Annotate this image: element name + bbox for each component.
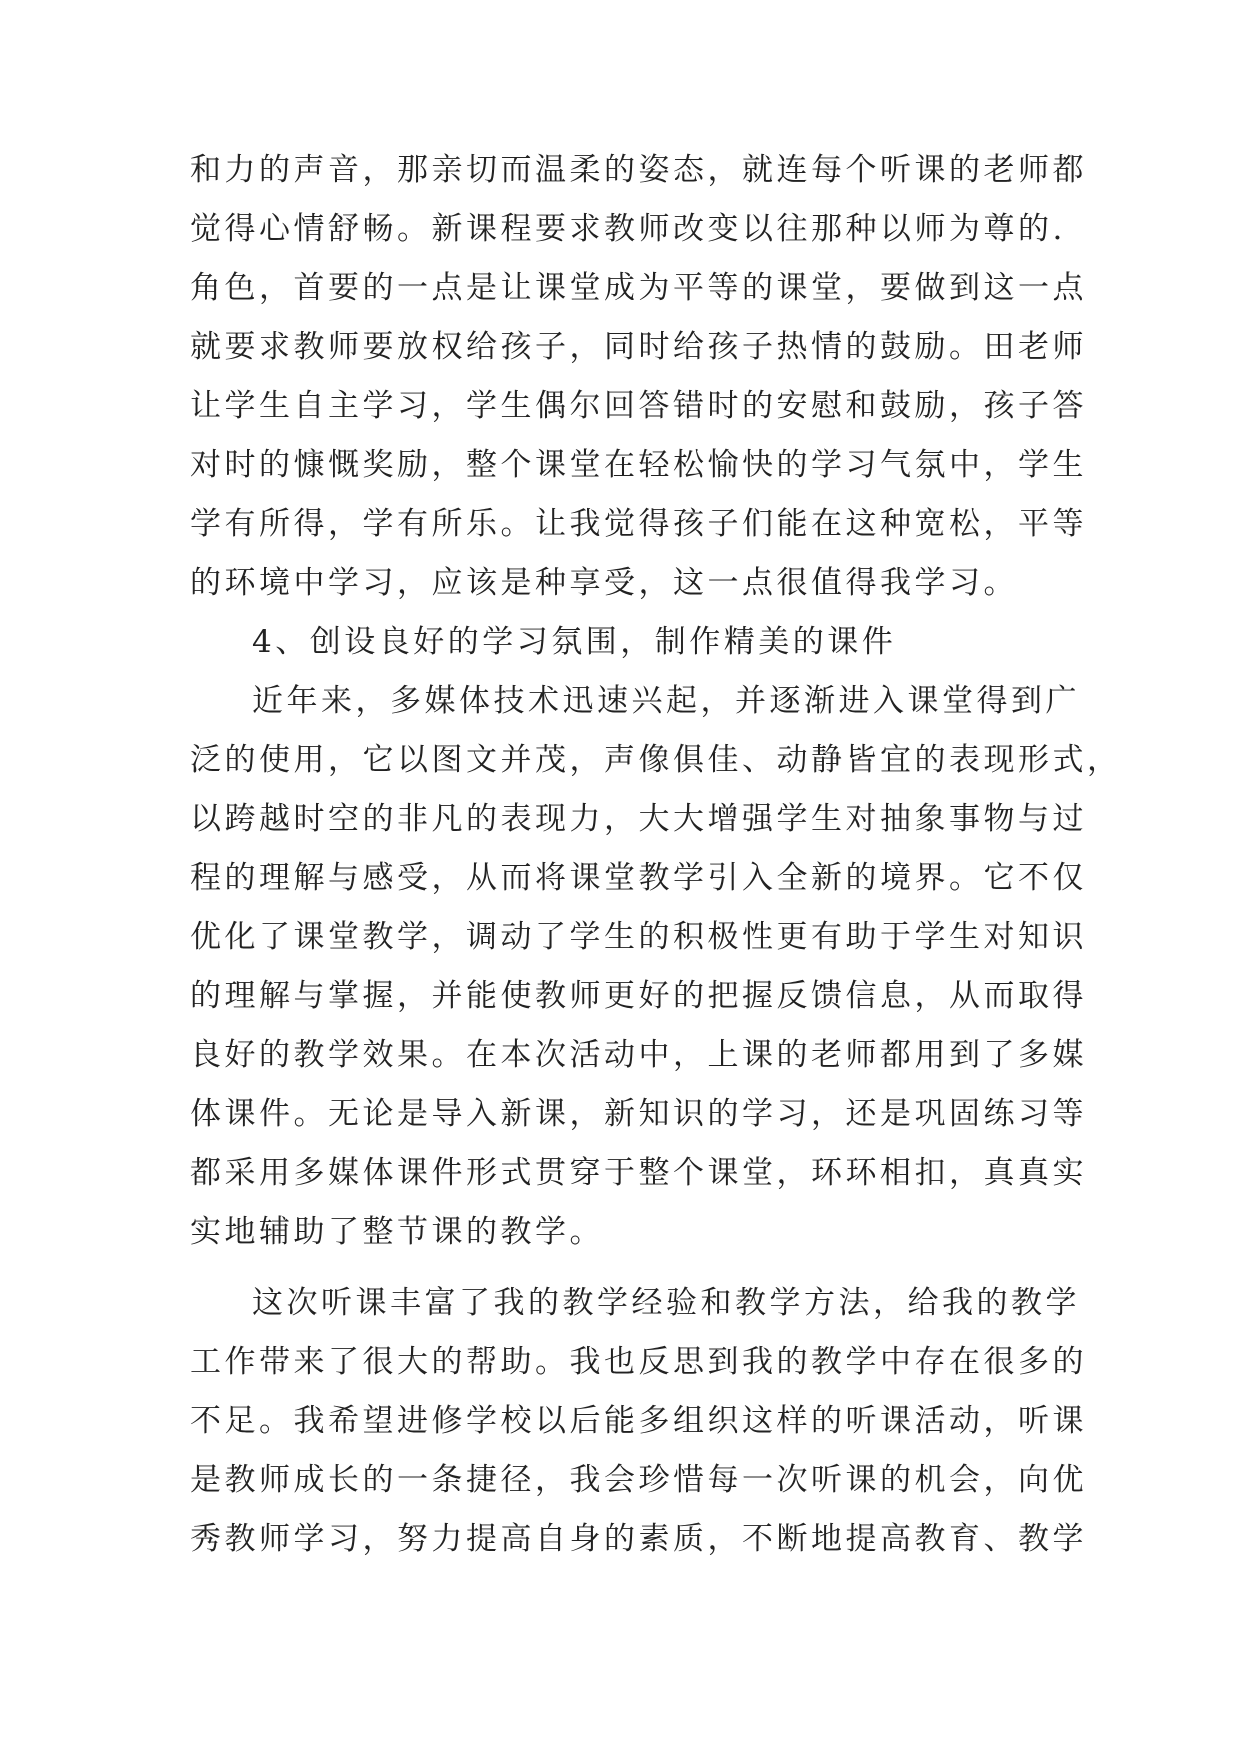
text-line: 的环境中学习，应该是种享受，这一点很值得我学习。 (190, 565, 1018, 601)
text-line: 程的理解与感受，从而将课堂教学引入全新的境界。它不仅 (190, 860, 1087, 896)
text-line: 良好的教学效果。在本次活动中，上课的老师都用到了多媒 (190, 1037, 1087, 1073)
text-line: 不足。我希望进修学校以后能多组织这样的听课活动，听课 (190, 1403, 1087, 1439)
section-heading: 4、创设良好的学习氛围，制作精美的课件 (252, 624, 897, 660)
text-line: 秀教师学习，努力提高自身的素质，不断地提高教育、教学 (190, 1521, 1087, 1557)
paragraph-start: 近年来，多媒体技术迅速兴起，并逐渐进入课堂得到广 (252, 683, 1080, 719)
text-line: 泛的使用，它以图文并茂，声像俱佳、动静皆宜的表现形式， (190, 742, 1122, 778)
text-line: 让学生自主学习，学生偶尔回答错时的安慰和鼓励，孩子答 (190, 388, 1087, 424)
text-line: 的理解与掌握，并能使教师更好的把握反馈信息，从而取得 (190, 978, 1087, 1014)
text-line: 角色，首要的一点是让课堂成为平等的课堂，要做到这一点 (190, 270, 1087, 306)
text-line: 对时的慷慨奖励，整个课堂在轻松愉快的学习气氛中，学生 (190, 447, 1087, 483)
text-line: 实地辅助了整节课的教学。 (190, 1214, 604, 1250)
paragraph-start: 这次听课丰富了我的教学经验和教学方法，给我的教学 (252, 1285, 1080, 1321)
text-line: 学有所得，学有所乐。让我觉得孩子们能在这种宽松，平等 (190, 506, 1087, 542)
text-line: 都采用多媒体课件形式贯穿于整个课堂，环环相扣，真真实 (190, 1155, 1087, 1191)
text-line: 就要求教师要放权给孩子，同时给孩子热情的鼓励。田老师 (190, 329, 1087, 365)
text-line: 觉得心情舒畅。新课程要求教师改变以往那种以师为尊的. (190, 211, 1066, 247)
text-line: 体课件。无论是导入新课，新知识的学习，还是巩固练习等 (190, 1096, 1087, 1132)
text-line: 优化了课堂教学，调动了学生的积极性更有助于学生对知识 (190, 919, 1087, 955)
text-line: 是教师成长的一条捷径，我会珍惜每一次听课的机会，向优 (190, 1462, 1087, 1498)
text-line: 以跨越时空的非凡的表现力，大大增强学生对抽象事物与过 (190, 801, 1087, 837)
text-line: 工作带来了很大的帮助。我也反思到我的教学中存在很多的 (190, 1344, 1087, 1380)
text-line: 和力的声音，那亲切而温柔的姿态，就连每个听课的老师都 (190, 152, 1087, 188)
